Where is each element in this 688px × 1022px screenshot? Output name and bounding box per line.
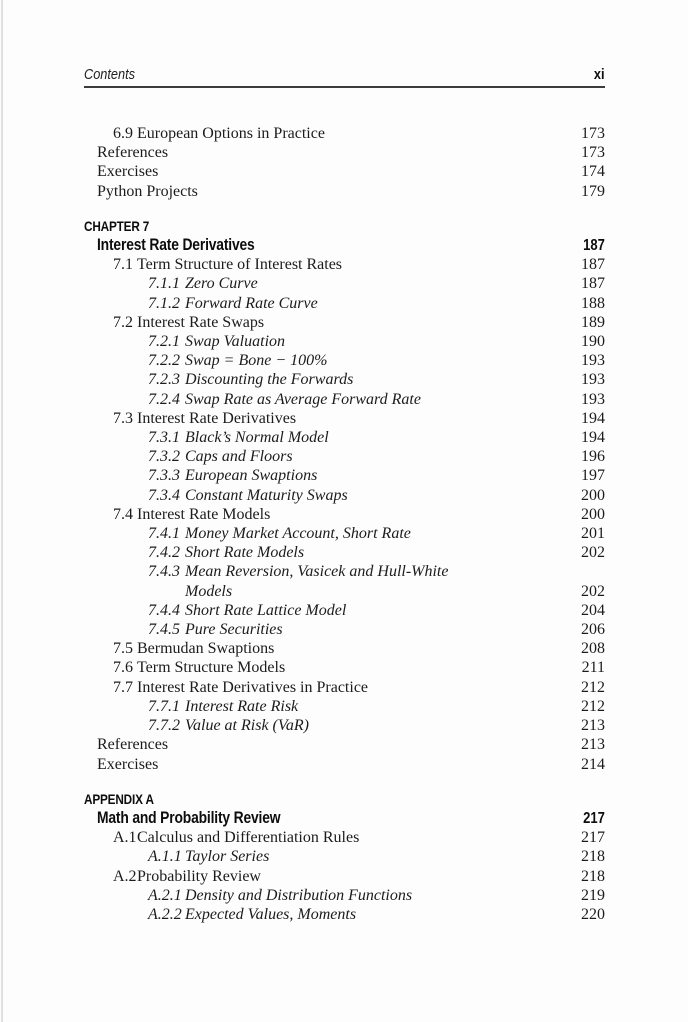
entry-number: A.1	[113, 829, 137, 847]
toc-entry	[84, 274, 605, 293]
entry-page-number: 196	[581, 448, 605, 466]
toc-entry	[84, 505, 605, 524]
entry-page-number: 188	[581, 294, 605, 312]
chapter-title	[97, 236, 285, 255]
toc-entry	[84, 255, 605, 274]
toc-entry	[84, 828, 605, 847]
toc-entry	[84, 755, 605, 774]
entry-page-number: 214	[581, 755, 605, 773]
entry-number: 7.4.3	[148, 563, 180, 581]
entry-label: Discounting the Forwards	[185, 371, 354, 389]
entry-number: 7.4.4	[148, 601, 180, 619]
running-header	[84, 67, 605, 88]
entry-number: A.2.1	[148, 886, 182, 904]
entry-number: 7.3.2	[148, 448, 180, 466]
entry-label: References	[97, 144, 169, 162]
entry-label: Short Rate Lattice Model	[185, 601, 347, 619]
entry-label: Term Structure of Interest Rates	[137, 256, 343, 274]
entry-label: Exercises	[97, 755, 159, 773]
entry-number: 7.5	[113, 640, 133, 658]
entry-label: Probability Review	[137, 867, 261, 885]
toc-entry	[84, 162, 605, 181]
entry-number: 6.9	[113, 125, 133, 142]
chapter-page-number-text: 187	[583, 237, 605, 255]
toc-entry	[84, 886, 605, 905]
entry-number: 7.6	[113, 659, 133, 677]
toc	[84, 124, 605, 924]
chapter-label-text: CHAPTER 7	[84, 217, 150, 234]
chapter-title-text: Interest Rate Derivatives	[97, 236, 255, 255]
entry-label: Calculus and Differentiation Rules	[137, 829, 360, 847]
toc-block	[84, 790, 605, 924]
entry-label: Expected Values, Moments	[185, 905, 357, 923]
entry-number: 7.1.1	[148, 275, 180, 293]
toc-entry	[84, 447, 605, 466]
entry-page-number: 179	[581, 182, 605, 200]
entry-label: Interest Rate Risk	[185, 697, 299, 715]
entry-label: Value at Risk (VaR)	[185, 717, 309, 735]
entry-number: 7.4.1	[148, 525, 180, 543]
chapter-label-text: APPENDIX A	[84, 790, 154, 807]
entry-page-number: 212	[581, 697, 605, 715]
entry-label: European Options in Practice	[137, 125, 325, 142]
entry-label: Forward Rate Curve	[185, 294, 318, 312]
entry-label: Pure Securities	[185, 621, 283, 639]
entry-number: A.2	[113, 867, 137, 885]
entry-label: Money Market Account, Short Rate	[185, 525, 411, 543]
toc-entry	[84, 735, 605, 754]
page-number-roman: xi	[594, 66, 605, 83]
toc-entry	[84, 486, 605, 505]
entry-page-number: 217	[581, 829, 605, 847]
entry-page-number: 218	[581, 848, 605, 866]
entry-page-number: 187	[581, 275, 605, 293]
toc-entry	[84, 124, 605, 143]
entry-page-number: 193	[581, 390, 605, 408]
entry-number: 7.4.5	[148, 621, 180, 639]
entry-page-number: 194	[581, 409, 605, 427]
toc-entry	[84, 351, 605, 370]
toc-entry	[84, 867, 605, 886]
entry-page-number: 208	[581, 640, 605, 658]
chapter-title	[97, 809, 315, 828]
entry-number: 7.1.2	[148, 294, 180, 312]
page-scan-edge	[1, 0, 3, 1022]
entry-page-number: 211	[581, 659, 605, 677]
entry-page-number: 206	[581, 621, 605, 639]
chapter-page-number	[579, 809, 605, 828]
entry-number: 7.7.2	[148, 717, 180, 735]
entry-page-number: 194	[581, 429, 605, 447]
entry-page-number: 193	[581, 352, 605, 370]
entry-label: Interest Rate Models	[137, 505, 271, 523]
toc-entry	[84, 639, 605, 658]
toc-entry	[84, 543, 605, 562]
entry-number: 7.3.1	[148, 429, 180, 447]
toc-entry	[84, 409, 605, 428]
entry-page-number: 202	[581, 582, 605, 600]
toc-entry	[84, 716, 605, 735]
toc-block	[84, 217, 605, 774]
entry-page-number: 187	[581, 256, 605, 274]
entry-number: 7.2.4	[148, 390, 180, 408]
entry-label: Interest Rate Derivatives in Practice	[137, 678, 369, 696]
entry-number: A.1.1	[148, 848, 182, 866]
toc-entry	[84, 294, 605, 313]
entry-page-number: 204	[581, 601, 605, 619]
entry-number: 7.7	[113, 678, 133, 696]
toc-entry	[84, 562, 605, 581]
toc-entry	[84, 524, 605, 543]
toc-entry	[84, 582, 605, 601]
entry-number: 7.4	[113, 505, 133, 523]
toc-entry	[84, 601, 605, 620]
chapter-title-text: Math and Probability Review	[97, 808, 281, 827]
entry-number: 7.2	[113, 313, 133, 331]
entry-page-number: 201	[581, 525, 605, 543]
entry-page-number: 202	[581, 544, 605, 562]
entry-number: 7.4.2	[148, 544, 180, 562]
entry-label: Bermudan Swaptions	[137, 640, 275, 658]
entry-page-number: 212	[581, 678, 605, 696]
entry-label: Taylor Series	[185, 848, 270, 866]
toc-entry	[84, 332, 605, 351]
entry-label: Swap Valuation	[185, 333, 286, 351]
chapter-label	[84, 217, 605, 236]
entry-page-number: 220	[581, 905, 605, 923]
chapter-page-number	[579, 236, 605, 255]
entry-page-number: 189	[581, 313, 605, 331]
entry-label: Swap Rate as Average Forward Rate	[185, 390, 421, 408]
entry-page-number: 197	[581, 467, 605, 485]
toc-entry	[84, 182, 605, 201]
entry-number: 7.3.3	[148, 467, 180, 485]
entry-label: European Swaptions	[185, 467, 318, 485]
entry-page-number: 200	[581, 505, 605, 523]
entry-number: 7.7.1	[148, 697, 180, 715]
entry-page-number: 173	[581, 125, 605, 142]
entry-number: 7.2.3	[148, 371, 180, 389]
entry-number: 7.2.1	[148, 333, 180, 351]
entry-page-number: 219	[581, 886, 605, 904]
toc-entry	[84, 697, 605, 716]
entry-page-number: 218	[581, 867, 605, 885]
toc-entry	[84, 678, 605, 697]
entry-page-number: 213	[581, 717, 605, 735]
entry-number: A.2.2	[148, 905, 182, 923]
chapter-label	[84, 790, 605, 809]
entry-number: 7.3.4	[148, 486, 180, 504]
entry-page-number: 200	[581, 486, 605, 504]
entry-page-number: 193	[581, 371, 605, 389]
entry-label: Interest Rate Derivatives	[137, 409, 297, 427]
entry-label: Black’s Normal Model	[185, 429, 329, 447]
entry-page-number: 173	[581, 144, 605, 162]
entry-page-number: 213	[581, 736, 605, 754]
entry-label: Short Rate Models	[185, 544, 305, 562]
entry-page-number: 190	[581, 333, 605, 351]
entry-number: 7.2.2	[148, 352, 180, 370]
toc-entry	[84, 658, 605, 677]
chapter-page-number-text: 217	[583, 809, 605, 827]
toc-entry	[84, 847, 605, 866]
entry-label: Interest Rate Swaps	[137, 313, 265, 331]
chapter-title-row	[84, 809, 605, 828]
toc-entry	[84, 620, 605, 639]
entry-number: 7.1	[113, 256, 133, 274]
entry-label: Swap = Bone − 100%	[185, 352, 328, 370]
entry-label: Mean Reversion, Vasicek and Hull-White	[185, 563, 449, 581]
toc-entry	[84, 313, 605, 332]
running-title: Contents	[84, 66, 136, 83]
toc-entry	[84, 143, 605, 162]
entry-number: 7.3	[113, 409, 133, 427]
entry-label: Term Structure Models	[137, 659, 286, 677]
toc-entry	[84, 428, 605, 447]
toc-entry	[84, 905, 605, 924]
entry-label: References	[97, 736, 169, 754]
entry-label: Caps and Floors	[185, 448, 293, 466]
entry-page-number: 174	[581, 163, 605, 181]
entry-label: Python Projects	[97, 182, 198, 200]
entry-label: Constant Maturity Swaps	[185, 486, 348, 504]
toc-entry	[84, 466, 605, 485]
entry-label: Zero Curve	[185, 275, 258, 293]
toc-entry	[84, 370, 605, 389]
entry-label: Exercises	[97, 163, 159, 181]
toc-block	[84, 124, 605, 201]
toc-entry	[84, 390, 605, 409]
chapter-title-row	[84, 236, 605, 255]
entry-label: Density and Distribution Functions	[185, 886, 413, 904]
entry-label: Models	[185, 582, 233, 600]
